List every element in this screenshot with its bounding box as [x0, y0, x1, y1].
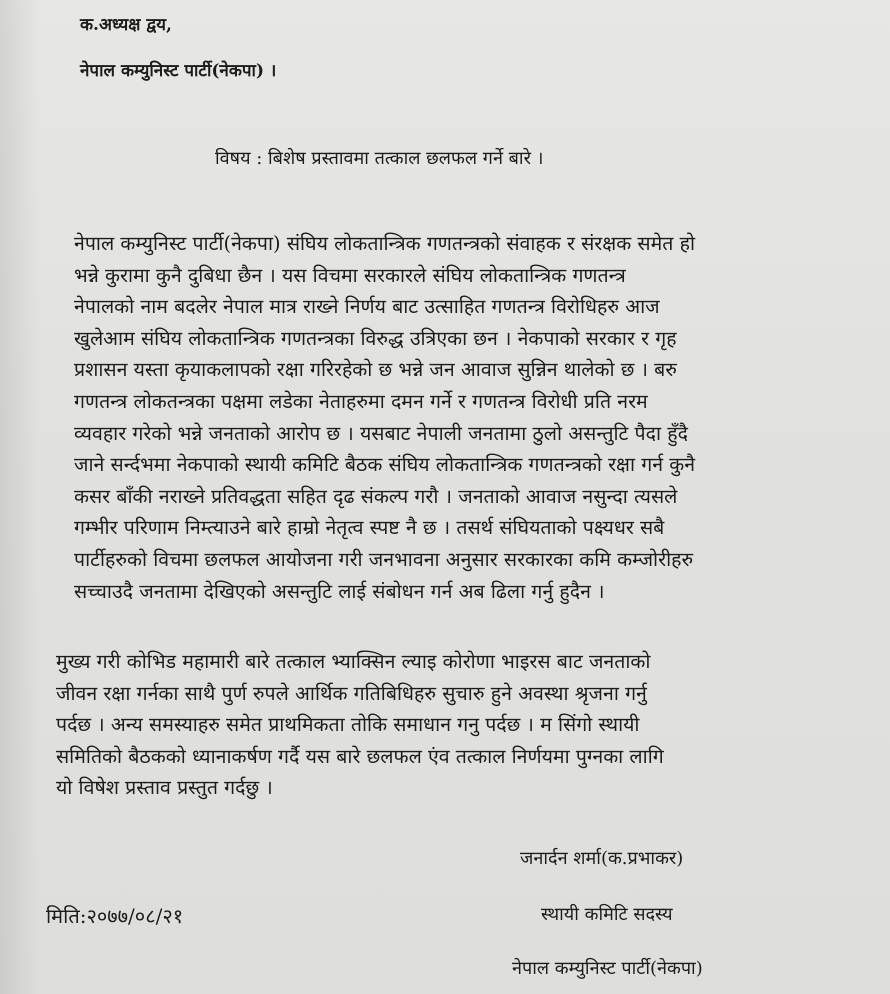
paragraph-line: जाने सर्न्दभमा नेकपाको स्थायी कमिटि बैठक संघिय लोकतान्त्रिक गणतन्त्रको रक्षा गर्न कुनै — [74, 453, 696, 477]
recipient-line-2: नेपाल कम्युनिस्ट पार्टी(नेकपा) । — [80, 61, 277, 81]
paragraph-line: खुलेआम संघिय लोकतान्त्रिक गणतन्त्रका विरुद्ध उत्रिएका छन । नेकपाको सरकार र गृह — [74, 326, 677, 350]
body-paragraph-1 — [74, 228, 810, 607]
paragraph-line: गणतन्त्र लोकतन्त्रका पक्षमा लडेका नेताहरुमा दमन गर्ने र गणतन्त्र विरोधी प्रति नरम — [74, 389, 648, 413]
paragraph-line: पर्दछ । अन्य समस्याहरु समेत प्राथमिकता तोकि समाधान गनु पर्दछ । म सिंगो स्थायी — [56, 713, 640, 737]
paragraph-line: मुख्य गरी कोभिड महामारी बारे तत्काल भ्याक्सिन ल्याइ कोरोणा भाइरस बाट जनताको — [56, 650, 651, 673]
body-paragraph-2 — [56, 646, 838, 804]
signatory-role: स्थायी कमिटि सदस्य — [541, 904, 673, 925]
page-shadow — [0, 0, 40, 994]
paragraph-line: नेपाल कम्युनिस्ट पार्टी(नेकपा) संघिय लोकतान्त्रिक गणतन्त्रको संवाहक र संरक्षक समेत हो — [74, 232, 695, 255]
letter-date: मिति:२०७७/०८/२१ — [46, 904, 184, 928]
paragraph-line: यो विषेश प्रस्ताव प्रस्तुत गर्दछु । — [56, 776, 273, 800]
paragraph-line: पार्टीहरुको विचमा छलफल आयोजना गरी जनभावना अनुसार सरकारका कमि कम्जोरीहरु — [74, 547, 694, 571]
paragraph-line: गम्भीर परिणाम निम्त्याउने बारे हाम्रो नेतृत्व स्पष्ट नै छ । तसर्थ संघियताको पक्ष्यधर सबै — [74, 516, 665, 540]
paragraph-line: सच्चाउदै जनतामा देखिएको असन्तुटि लाई संबोधन गर्न अब ढिला गर्नु हुदैन । — [74, 579, 605, 603]
signatory-party: नेपाल कम्युनिस्ट पार्टी(नेकपा) — [512, 958, 703, 979]
paragraph-line: समितिको बैठकको ध्यानाकर्षण गर्दै यस बारे छलफल एंव तत्काल निर्णयमा पुग्नका लागि — [56, 744, 664, 768]
paragraph-line: प्रशासन यस्ता कृयाकलापको रक्षा गरिरहेको छ भन्ने जन आवाज सुन्निन थालेको छ । बरु — [74, 358, 677, 382]
paragraph-line: कसर बाँकी नराख्ने प्रतिवद्धता सहित दृढ संकल्प गरौ । जनताको आवाज नसुन्दा त्यसले — [74, 484, 678, 508]
paragraph-line: व्यवहार गरेको भन्ने जनताको आरोप छ । यसबाट नेपाली जनतामा ठुलो असन्तुटि पैदा हुँदै — [74, 421, 688, 445]
paragraph-line: जीवन रक्षा गर्नका साथै पुर्ण रुपले आर्थिक गतिबिधिहरु सुचारु हुने अवस्था श्रृजना गर्नु — [56, 681, 647, 705]
paragraph-line: भन्ने कुरामा कुनै दुबिधा छैन । यस विचमा सरकारले संघिय लोकतान्त्रिक गणतन्त्र — [74, 263, 626, 287]
subject-line: विषय : बिशेष प्रस्तावमा तत्काल छलफल गर्ने बारे । — [215, 148, 544, 169]
paragraph-line: नेपालको नाम बदलेर नेपाल मात्र राख्ने निर्णय बाट उत्साहित गणतन्त्र विरोधिहरु आज — [74, 295, 660, 319]
recipient-line-1: क.अध्यक्ष द्वय, — [80, 15, 172, 35]
signatory-name: जनार्दन शर्मा(क.प्रभाकर) — [520, 848, 684, 869]
